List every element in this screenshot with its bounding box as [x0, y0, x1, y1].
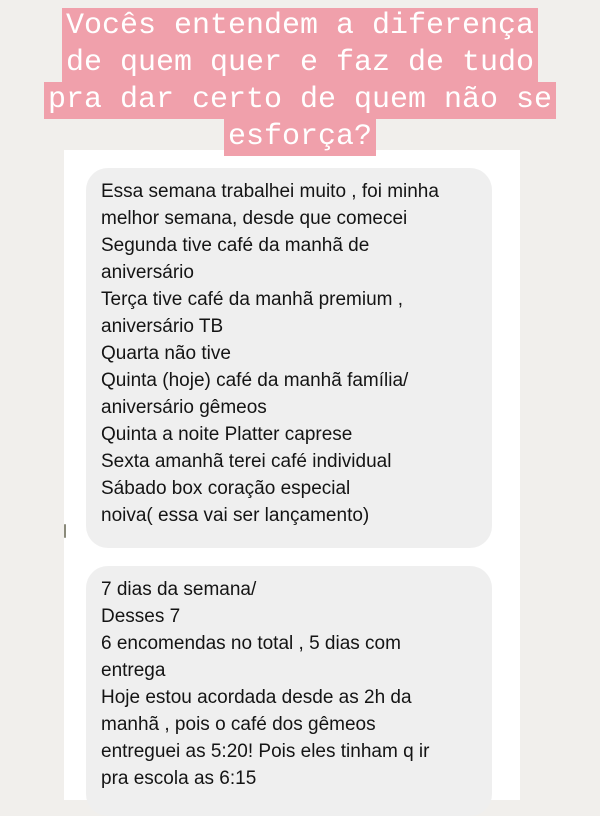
message-line: entreguei as 5:20! Pois eles tinham q ir: [101, 741, 430, 762]
message-line: entrega: [101, 660, 166, 681]
message-bubble-2[interactable]: [86, 566, 492, 816]
message-line: Desses 7: [101, 606, 181, 627]
message-line: manhã , pois o café dos gêmeos: [101, 714, 376, 735]
headline-line-1: Vocês entendem a diferença: [62, 8, 538, 45]
message-line: Essa semana trabalhei muito , foi minha: [101, 181, 439, 202]
edge-mark: [64, 524, 66, 538]
message-line: 6 encomendas no total , 5 dias com: [101, 633, 401, 654]
message-line: aniversário TB: [101, 316, 224, 337]
message-line: Segunda tive café da manhã de: [101, 235, 370, 256]
message-line: 7 dias da semana/: [101, 579, 257, 600]
message-line: pra escola as 6:15: [101, 768, 257, 789]
headline-line-4: esforça?: [224, 119, 376, 156]
message-line: Sexta amanhã terei café individual: [101, 451, 392, 472]
message-line: noiva( essa vai ser lançamento): [101, 505, 370, 526]
headline-line-3: pra dar certo de quem não se: [44, 82, 556, 119]
message-line: Sábado box coração especial: [101, 478, 351, 499]
message-line: melhor semana, desde que comecei: [101, 208, 408, 229]
message-line: Quinta (hoje) café da manhã família/: [101, 370, 409, 391]
message-bubble-1[interactable]: [86, 168, 492, 548]
message-line: aniversário: [101, 262, 194, 283]
message-line: Hoje estou acordada desde as 2h da: [101, 687, 412, 708]
story-headline: [0, 8, 600, 156]
headline-line-2: de quem quer e faz de tudo: [62, 45, 538, 82]
message-line: Quarta não tive: [101, 343, 231, 364]
message-line: aniversário gêmeos: [101, 397, 267, 418]
message-line: Quinta a noite Platter caprese: [101, 424, 353, 445]
message-line: Terça tive café da manhã premium ,: [101, 289, 404, 310]
